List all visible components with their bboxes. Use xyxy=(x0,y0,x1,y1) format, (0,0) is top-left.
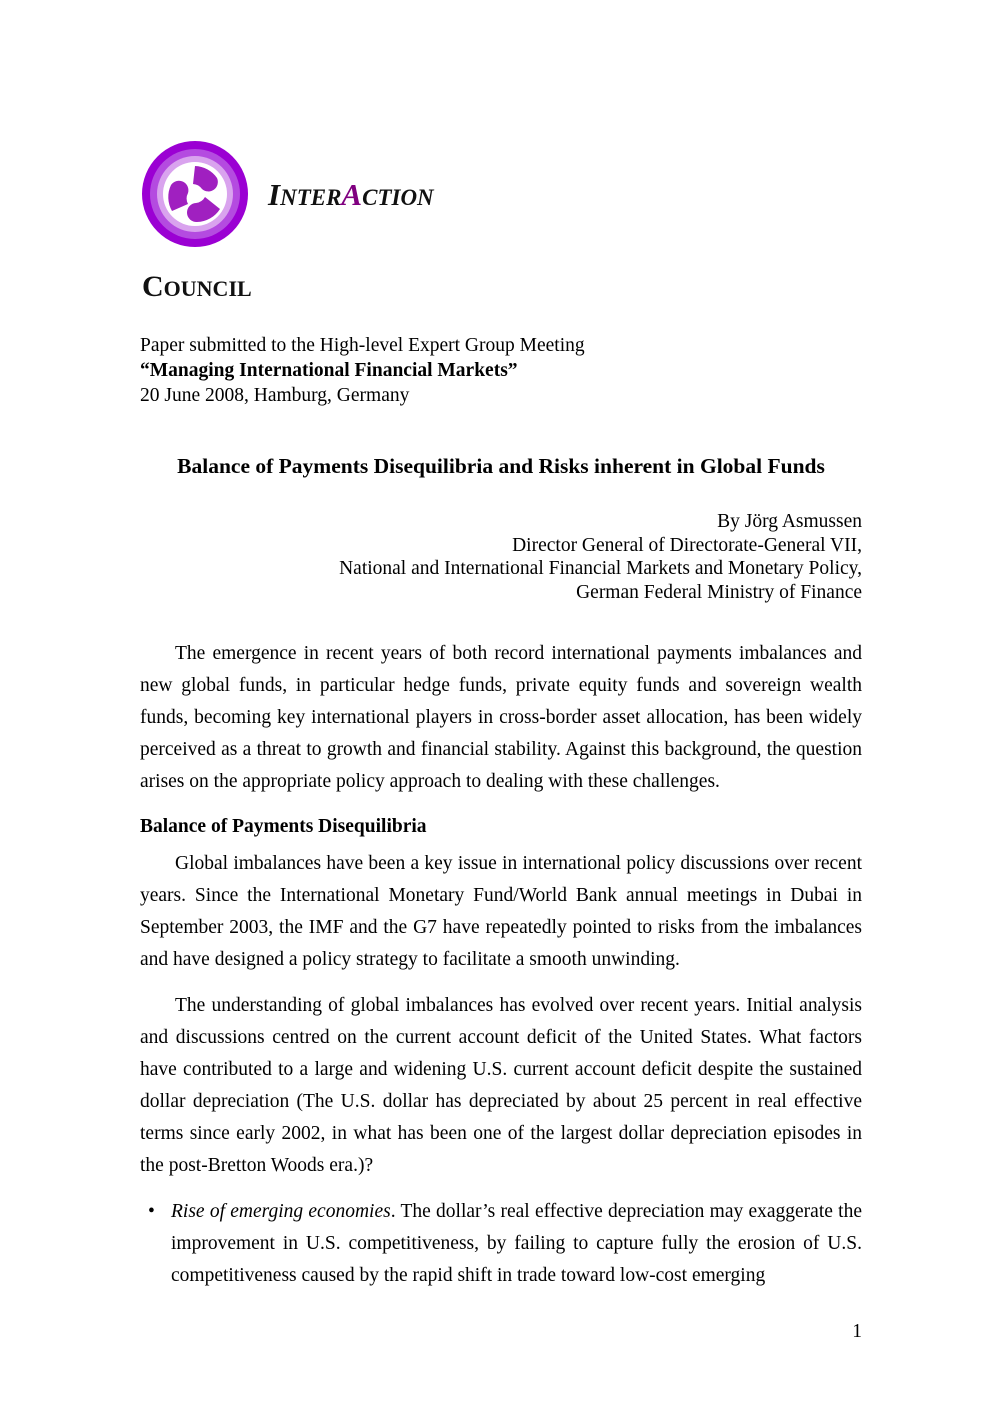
bullet-list xyxy=(140,1196,862,1292)
council-ouncil: OUNCIL xyxy=(163,276,252,301)
list-item xyxy=(140,1196,862,1292)
bullet-text: . The dollar’s real effective depreciation may exaggerate the improvement in U.S. competitiveness, by failing to capture fully the erosion of U.S. competitiveness caused by the rapid shift in trade toward low-cost emerging xyxy=(171,1201,862,1286)
byline-author: By Jörg Asmussen xyxy=(717,511,862,532)
council-c: C xyxy=(142,270,164,303)
wordmark-council xyxy=(142,272,862,302)
bullet-icon: • xyxy=(148,1201,155,1222)
byline-department: National and International Financial Markets and Monetary Policy, xyxy=(339,558,862,579)
wordmark-nter: NTER xyxy=(280,184,342,210)
meta-line-occasion: Paper submitted to the High-level Expert Group Meeting xyxy=(140,335,585,356)
meta-line-meeting-title: “Managing International Financial Markets” xyxy=(140,360,518,381)
page-title: Balance of Payments Disequilibria and Risks inherent in Global Funds xyxy=(177,454,825,478)
wordmark-ction: CTION xyxy=(362,184,434,210)
bullet-lead-in: Rise of emerging economies xyxy=(171,1201,391,1222)
paragraph-intro: The emergence in recent years of both record international payments imbalances and new global funds, in particular hedge funds, private equity funds and sovereign wealth funds, becoming key international players in cross-border asset allocation, has been widely perceived as a threat to growth and financial stability. Against this background, the question arises on the appropriate policy approach to dealing with these challenges. xyxy=(140,643,862,792)
document-body xyxy=(140,638,862,1302)
masthead xyxy=(140,138,862,302)
page-number: 1 xyxy=(852,1321,862,1342)
submission-meta xyxy=(140,333,862,408)
meta-line-date-location: 20 June 2008, Hamburg, Germany xyxy=(140,385,410,406)
paragraph-understanding: The understanding of global imbalances has evolved over recent years. Initial analysis and discussions centred on the current account deficit of the United States. What factors have contributed to a large and widening U.S. current account deficit despite the sustained dollar depreciation (The U.S. dollar has depreciated by about 25 percent in real effective terms since early 2002, in what has been one of the largest dollar depreciation episodes in the post-Bretton Woods era.)? xyxy=(140,995,862,1176)
byline-role: Director General of Directorate-General VII, xyxy=(512,534,862,556)
wordmark-a: A xyxy=(341,176,363,212)
wordmark-i: I xyxy=(268,176,281,212)
author-byline xyxy=(140,510,862,604)
section-heading-balance-of-payments: Balance of Payments Disequilibria xyxy=(140,816,427,837)
paragraph-global-imbalances: Global imbalances have been a key issue in international policy discussions over recent years. Since the International Monetary Fund/World Bank annual meetings in Dubai in September 2003, the IMF and the G7 have repeatedly pointed to risks from the imbalances and have designed a policy strategy to facilitate a smooth unwinding. xyxy=(140,853,862,970)
byline-institution: German Federal Ministry of Finance xyxy=(576,581,862,603)
logo-row xyxy=(140,138,862,250)
interaction-council-logo-icon xyxy=(140,139,250,249)
wordmark-interaction xyxy=(268,176,434,212)
